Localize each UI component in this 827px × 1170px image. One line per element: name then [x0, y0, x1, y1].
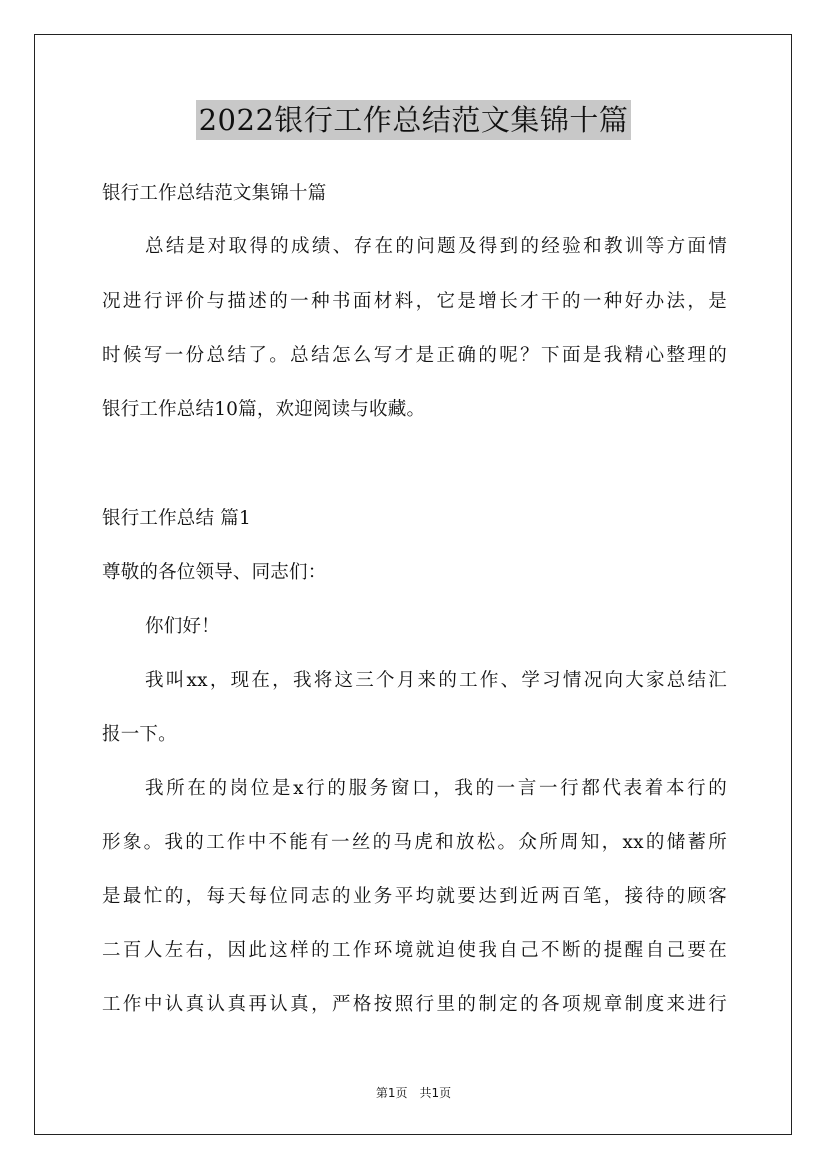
para2-line-5: 工作中认真认真再认真，严格按照行里的制定的各项规章制度来进行 — [102, 994, 727, 1015]
section-heading: 银行工作总结 篇1 — [102, 508, 251, 529]
para2-line-1: 我所在的岗位是x行的服务窗口，我的一言一行都代表着本行的 — [145, 778, 727, 799]
intro-line-3: 时候写一份总结了。总结怎么写才是正确的呢？下面是我精心整理的 — [102, 345, 727, 366]
greeting: 你们好！ — [145, 616, 220, 637]
intro-line-2: 况进行评价与描述的一种书面材料，它是增长才干的一种好办法，是 — [102, 291, 727, 312]
intro-line-4: 银行工作总结10篇，欢迎阅读与收藏。 — [102, 399, 426, 420]
document-title: 2022银行工作总结范文集锦十篇 — [196, 100, 632, 140]
para2-line-4: 二百人左右，因此这样的工作环境就迫使我自己不断的提醒自己要在 — [102, 940, 727, 961]
subtitle: 银行工作总结范文集锦十篇 — [102, 183, 327, 204]
intro-line-1: 总结是对取得的成绩、存在的问题及得到的经验和教训等方面情 — [145, 236, 727, 257]
para1-line-2: 报一下。 — [102, 724, 177, 745]
salutation: 尊敬的各位领导、同志们： — [102, 562, 327, 583]
para2-line-2: 形象。我的工作中不能有一丝的马虎和放松。众所周知，xx的储蓄所 — [102, 832, 727, 853]
page-footer: 第1页 共1页 — [375, 1086, 452, 1100]
document-title-container — [0, 100, 827, 140]
para1-line-1: 我叫xx，现在，我将这三个月来的工作、学习情况向大家总结汇 — [145, 670, 727, 691]
para2-line-3: 是最忙的，每天每位同志的业务平均就要达到近两百笔，接待的顾客 — [102, 886, 727, 907]
